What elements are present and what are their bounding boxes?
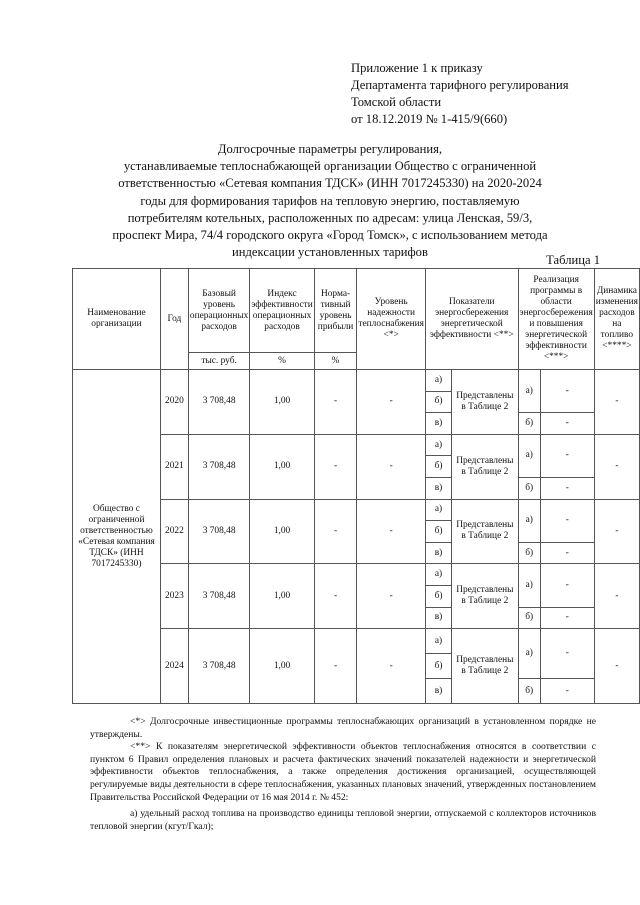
header-energy: Показатели энергосбережения энергетической эффективности <**>	[425, 269, 518, 370]
energy-sub-label: а)	[425, 564, 451, 586]
header-index: Индекс эффективности операционных расходов	[250, 269, 314, 353]
reliability-cell: -	[357, 564, 426, 629]
header-profit: Норма-тивный уровень прибыли	[314, 269, 357, 353]
org-name: Общество с ограниченной ответственностью «Сетевая компания ТДСК» (ИНН 7017245330)	[73, 370, 161, 704]
program-value: -	[540, 434, 594, 477]
header-org: Наименование организации	[73, 269, 161, 370]
unit-index: %	[250, 353, 314, 370]
base-cell: 3 708,48	[188, 434, 249, 499]
unit-profit: %	[314, 353, 357, 370]
profit-cell: -	[314, 629, 357, 704]
fuel-cell: -	[594, 434, 639, 499]
energy-sub-label: в)	[425, 679, 451, 704]
title-line: устанавливаемые теплоснабжающей организации Общество с ограниченной	[123, 159, 537, 174]
program-value: -	[540, 607, 594, 629]
year-cell: 2021	[160, 434, 188, 499]
program-value: -	[540, 370, 594, 413]
appendix-line: Томской области	[351, 95, 442, 109]
energy-sub-label: б)	[425, 654, 451, 679]
unit-base: тыс. руб.	[188, 353, 249, 370]
fuel-cell: -	[594, 370, 639, 435]
appendix-line: Приложение 1 к приказу	[351, 61, 483, 75]
reliability-cell: -	[357, 499, 426, 564]
title-line: проспект Мира, 74/4 городского округа «Город Томск», с использованием метода	[112, 228, 548, 243]
profit-cell: -	[314, 434, 357, 499]
index-cell: 1,00	[250, 370, 314, 435]
header-reliability: Уровень надежности теплоснабжения <*>	[357, 269, 426, 370]
energy-sub-label: а)	[425, 499, 451, 521]
year-cell: 2024	[160, 629, 188, 704]
header-fuel: Динамика изменения расходов на топливо <****>	[594, 269, 639, 370]
energy-sub-label: в)	[425, 607, 451, 629]
profit-cell: -	[314, 370, 357, 435]
profit-cell: -	[314, 564, 357, 629]
energy-sub-label: а)	[425, 434, 451, 456]
header-base: Базовый уровень операционных расходов	[188, 269, 249, 353]
energy-cell: Представлены в Таблице 2	[452, 434, 518, 499]
title-line: индексации установленных тарифов	[232, 245, 428, 260]
document-title	[60, 141, 600, 261]
base-cell: 3 708,48	[188, 564, 249, 629]
energy-sub-label: б)	[425, 456, 451, 478]
reliability-cell: -	[357, 629, 426, 704]
year-cell: 2020	[160, 370, 188, 435]
fuel-cell: -	[594, 499, 639, 564]
energy-cell: Представлены в Таблице 2	[452, 629, 518, 704]
program-value: -	[540, 499, 594, 542]
energy-sub-label: а)	[425, 370, 451, 392]
program-sub-label: б)	[518, 607, 540, 629]
energy-cell: Представлены в Таблице 2	[452, 499, 518, 564]
title-line: Долгосрочные параметры регулирования,	[217, 142, 443, 156]
year-cell: 2023	[160, 564, 188, 629]
fuel-cell: -	[594, 564, 639, 629]
base-cell: 3 708,48	[188, 629, 249, 704]
energy-sub-label: в)	[425, 477, 451, 499]
footnote: а) удельный расход топлива на производство единицы тепловой энергии, отпускаемой с коллекторов источников тепловой энергии (кгут/Гкал);	[90, 808, 596, 832]
title-line: потребителям котельных, расположенных по адресам: улица Ленская, 59/3,	[127, 210, 533, 225]
energy-sub-label: в)	[425, 413, 451, 435]
program-value: -	[540, 629, 594, 679]
program-sub-label: а)	[518, 499, 540, 542]
appendix-line: Департамента тарифного регулирования	[351, 78, 569, 92]
footnotes	[90, 716, 596, 833]
program-value: -	[540, 477, 594, 499]
footnote: <**> К показателям энергетической эффективности объектов теплоснабжения относятся в соответствии с пунктом 6 Правил определения плановых и расчета фактических значений показателей надежности и энергетической эффективности объектов теплоснабжения, а также определения достижения организацией, осуществляющей регулируемые виды деятельности в сфере теплоснабжения, указанных плановых значений, утвержденных постановлением Правительства Российской Федерации от 16 мая 2014 г. № 452:	[90, 741, 596, 803]
index-cell: 1,00	[250, 499, 314, 564]
appendix-line: от 18.12.2019 № 1-415/9(660)	[351, 112, 508, 126]
energy-sub-label: б)	[425, 585, 451, 607]
fuel-cell: -	[594, 629, 639, 704]
header-program: Реализация программы в области энергосбережения и повышения энергетической эффективности <***>	[518, 269, 594, 370]
table-row	[73, 370, 640, 392]
program-value: -	[540, 564, 594, 607]
base-cell: 3 708,48	[188, 499, 249, 564]
program-sub-label: б)	[518, 413, 540, 435]
index-cell: 1,00	[250, 434, 314, 499]
appendix-header	[351, 60, 569, 128]
energy-sub-label: а)	[425, 629, 451, 654]
program-value: -	[540, 679, 594, 704]
program-sub-label: а)	[518, 370, 540, 413]
program-sub-label: а)	[518, 629, 540, 679]
energy-sub-label: б)	[425, 521, 451, 543]
title-line: годы для формирования тарифов на тепловую энергию, поставляемую	[140, 193, 520, 208]
index-cell: 1,00	[250, 564, 314, 629]
base-cell: 3 708,48	[188, 370, 249, 435]
program-sub-label: а)	[518, 564, 540, 607]
energy-cell: Представлены в Таблице 2	[452, 370, 518, 435]
program-sub-label: б)	[518, 679, 540, 704]
reliability-cell: -	[357, 434, 426, 499]
program-value: -	[540, 413, 594, 435]
title-line: ответственностью «Сетевая компания ТДСК» (ИНН 7017245330) на 2020-2024	[118, 176, 542, 191]
program-sub-label: б)	[518, 542, 540, 564]
parameters-table	[72, 268, 640, 704]
reliability-cell: -	[357, 370, 426, 435]
table-label: Таблица 1	[546, 253, 600, 267]
header-year: Год	[160, 269, 188, 370]
energy-cell: Представлены в Таблице 2	[452, 564, 518, 629]
program-value: -	[540, 542, 594, 564]
footnote: <*> Долгосрочные инвестиционные программы теплоснабжающих организаций в установленном порядке не утверждены.	[90, 716, 596, 740]
profit-cell: -	[314, 499, 357, 564]
year-cell: 2022	[160, 499, 188, 564]
index-cell: 1,00	[250, 629, 314, 704]
energy-sub-label: б)	[425, 391, 451, 413]
program-sub-label: а)	[518, 434, 540, 477]
energy-sub-label: в)	[425, 542, 451, 564]
program-sub-label: б)	[518, 477, 540, 499]
